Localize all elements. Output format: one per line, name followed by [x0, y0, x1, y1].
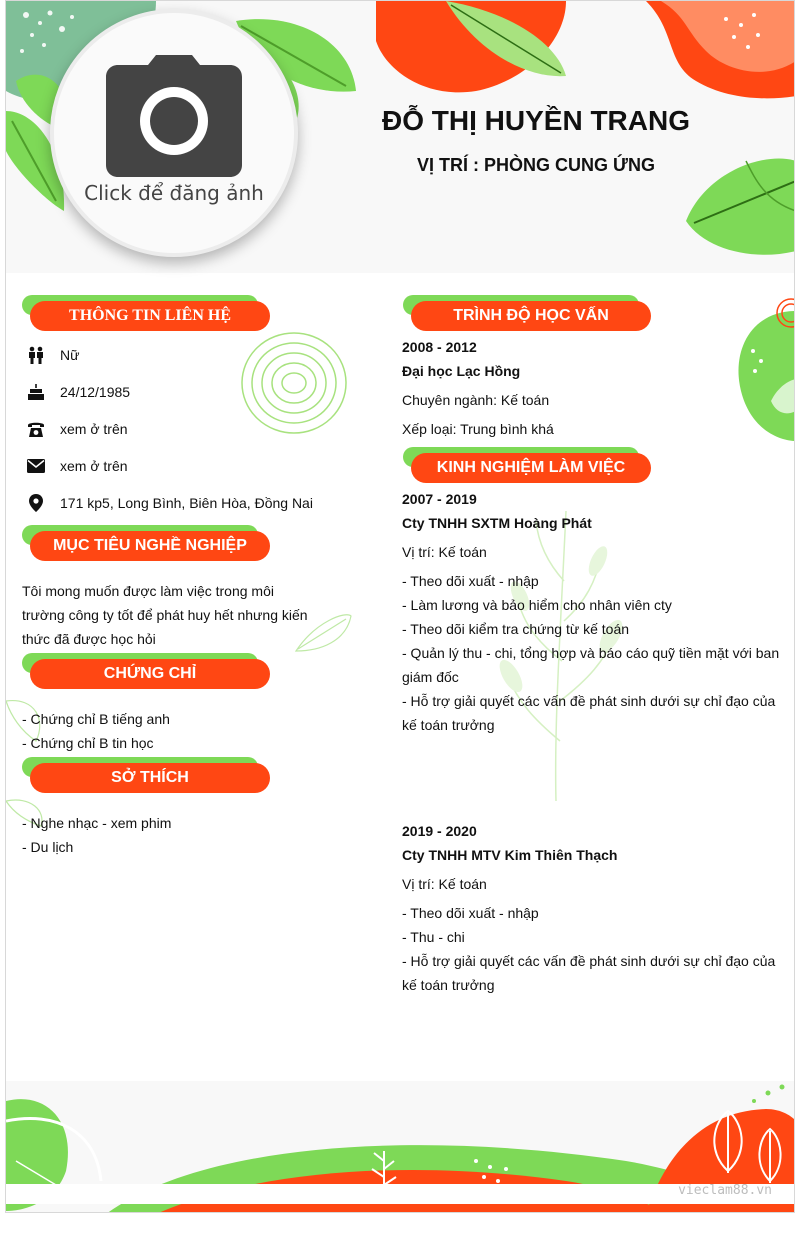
section-title: CHỨNG CHỈ — [30, 659, 270, 689]
watermark: vieclam88.vn — [678, 1183, 772, 1198]
footer-decoration — [6, 1081, 795, 1213]
contact-birthday-row — [26, 380, 130, 404]
section-certificates-header — [22, 653, 272, 689]
phone-icon — [26, 419, 46, 439]
contact-email-row — [26, 454, 128, 478]
section-title: THÔNG TIN LIÊN HỆ — [30, 301, 270, 331]
section-education-header — [403, 295, 653, 331]
job-period: 2007 - 2019 — [402, 491, 477, 507]
background-rings — [238, 329, 350, 437]
section-contact-header — [22, 295, 272, 331]
section-title: SỞ THÍCH — [30, 763, 270, 793]
contact-phone: xem ở trên — [60, 421, 128, 437]
objective-line: thức đã được học hỏi — [22, 631, 156, 647]
section-title: TRÌNH ĐỘ HỌC VẤN — [411, 301, 651, 331]
camera-icon — [106, 55, 242, 177]
job-duty: kế toán trưởng — [402, 717, 495, 733]
job-duty: kế toán trưởng — [402, 977, 495, 993]
contact-email: xem ở trên — [60, 458, 128, 474]
contact-gender: Nữ — [60, 347, 80, 363]
contact-address-row — [26, 491, 313, 515]
job-duty: - Hỗ trợ giải quyết các vấn đề phát sinh dưới sự chỉ đạo của — [402, 953, 776, 969]
section-title: KINH NGHIỆM LÀM VIỆC — [411, 453, 651, 483]
photo-caption: Click để đăng ảnh — [84, 181, 264, 205]
location-pin-icon — [26, 493, 46, 513]
email-icon — [26, 456, 46, 476]
contact-address: 171 kp5, Long Bình, Biên Hòa, Đồng Nai — [60, 495, 313, 511]
job-duty: - Quản lý thu - chi, tổng hợp và báo cáo quỹ tiền mặt với ban — [402, 645, 780, 661]
hobby-item: - Du lịch — [22, 839, 74, 855]
candidate-position: VỊ TRÍ : PHÒNG CUNG ỨNG — [417, 155, 655, 175]
education-period: 2008 - 2012 — [402, 339, 477, 355]
job-duty: - Theo dõi xuất - nhập — [402, 573, 539, 589]
photo-upload[interactable] — [50, 9, 298, 257]
job-duty: - Hỗ trợ giải quyết các vấn đề phát sinh dưới sự chỉ đạo của — [402, 693, 776, 709]
contact-phone-row — [26, 417, 128, 441]
birthday-cake-icon — [26, 382, 46, 402]
education-grade: Xếp loại: Trung bình khá — [402, 421, 554, 437]
section-experience-header — [403, 447, 653, 483]
education-major: Chuyên ngành: Kế toán — [402, 392, 550, 408]
gender-icon — [26, 345, 46, 365]
education-school: Đại học Lạc Hồng — [402, 363, 521, 379]
certificate-item: - Chứng chỉ B tiếng anh — [22, 711, 170, 727]
job-duty: - Theo dõi xuất - nhập — [402, 905, 539, 921]
job-company: Cty TNHH SXTM Hoàng Phát — [402, 515, 592, 531]
job-duty: - Theo dõi kiểm tra chứng từ kế toán — [402, 621, 630, 637]
job-role: Vị trí: Kế toán — [402, 876, 487, 892]
job-duty: - Thu - chi — [402, 929, 465, 945]
section-hobbies-header — [22, 757, 272, 793]
job-duty: - Làm lương và bảo hiểm cho nhân viên cty — [402, 597, 672, 613]
contact-gender-row — [26, 343, 79, 367]
objective-line: Tôi mong muốn được làm việc trong môi — [22, 583, 274, 599]
objective-line: trường công ty tốt để phát huy hết nhưng kiến — [22, 607, 308, 623]
job-role: Vị trí: Kế toán — [402, 544, 487, 560]
job-period: 2019 - 2020 — [402, 823, 477, 839]
certificate-item: - Chứng chỉ B tin học — [22, 735, 154, 751]
job-company: Cty TNHH MTV Kim Thiên Thạch — [402, 847, 618, 863]
cv-page — [5, 0, 795, 1213]
side-decoration-right — [731, 291, 795, 451]
hobby-item: - Nghe nhạc - xem phim — [22, 815, 172, 831]
candidate-name: ĐỖ THỊ HUYỀN TRANG — [382, 105, 690, 136]
contact-birthday: 24/12/1985 — [60, 384, 131, 400]
section-objective-header — [22, 525, 272, 561]
section-title: MỤC TIÊU NGHỀ NGHIỆP — [30, 531, 270, 561]
job-duty: giám đốc — [402, 669, 459, 685]
